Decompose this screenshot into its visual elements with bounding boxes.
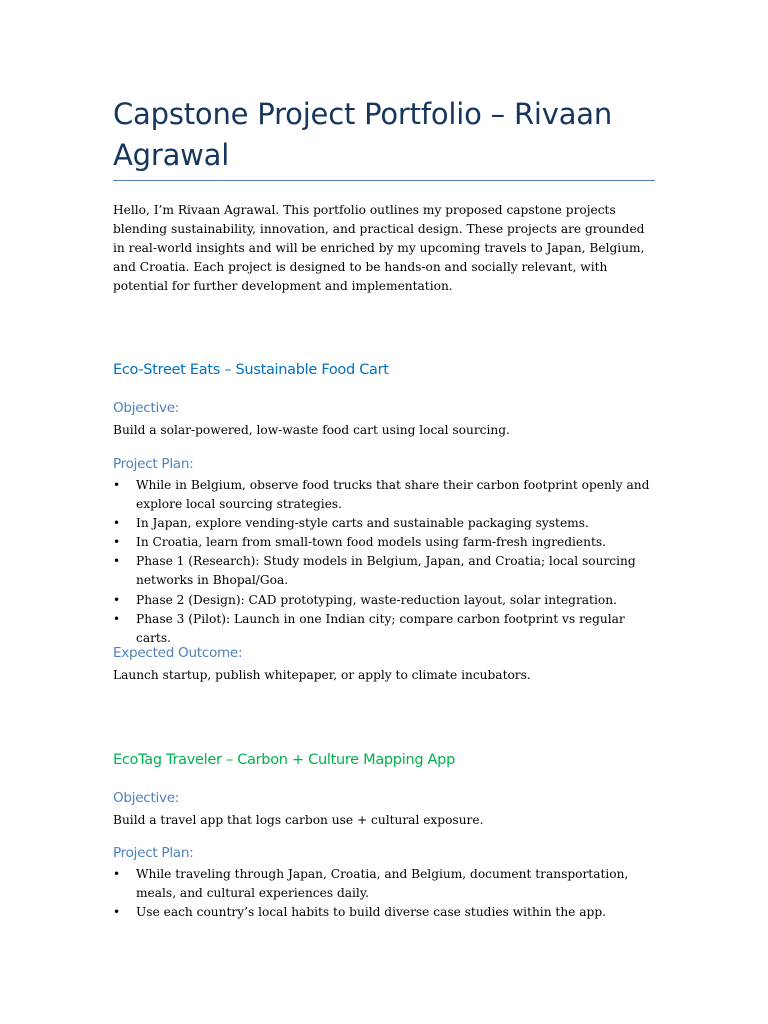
plan-list-item xyxy=(113,903,655,922)
plan-list-item xyxy=(113,591,655,610)
project1-plan-heading: Project Plan: xyxy=(113,456,194,472)
project2-plan-list xyxy=(113,865,655,922)
plan-item-text: While traveling through Japan, Croatia, and Belgium, document transportation, meals, and cultural experiences daily. xyxy=(136,867,629,901)
plan-list-item xyxy=(113,514,655,533)
project1-outcome-heading: Expected Outcome: xyxy=(113,645,243,661)
project2-plan-heading: Project Plan: xyxy=(113,845,194,861)
project2-objective-heading: Objective: xyxy=(113,790,180,806)
bullet-icon: • xyxy=(113,478,121,492)
plan-item-text: Phase 2 (Design): CAD prototyping, waste-reduction layout, solar integration. xyxy=(136,592,617,607)
bullet-icon: • xyxy=(113,535,121,550)
bullet-icon: • xyxy=(113,611,121,626)
project2-objective-text: Build a travel app that logs carbon use + cultural exposure. xyxy=(113,813,484,827)
plan-list-item xyxy=(113,533,655,552)
intro-paragraph: Hello, I’m Rivaan Agrawal. This portfolio outlines my proposed capstone projects blending sustainability, innovation, and practical design. These projects are grounded in real-world insights and will be enriched by my upcoming travels to Japan, Belgium, and Croatia. Each project is designed to be hands-on and socially relevant, with potential for further development and implementation. xyxy=(113,203,645,294)
bullet-icon: • xyxy=(113,592,121,607)
plan-list-item xyxy=(113,552,655,590)
plan-item-text: Phase 1 (Research): Study models in Belgium, Japan, and Croatia; local sourcing networks in Bhopal/Goa. xyxy=(136,554,636,588)
plan-list-item xyxy=(113,865,655,903)
bullet-icon: • xyxy=(113,516,121,531)
plan-item-text: Phase 3 (Pilot): Launch in one Indian city; compare carbon footprint vs regular carts. xyxy=(136,611,625,645)
bullet-icon: • xyxy=(113,554,121,569)
plan-item-text: In Japan, explore vending-style carts and sustainable packaging systems. xyxy=(136,516,589,531)
plan-list-item xyxy=(113,610,655,648)
project2-title: EcoTag Traveler – Carbon + Culture Mapping App xyxy=(113,752,455,768)
plan-item-text: In Croatia, learn from small-town food models using farm-fresh ingredients. xyxy=(136,535,607,550)
project1-objective-text: Build a solar-powered, low-waste food cart using local sourcing. xyxy=(113,423,510,437)
document-title: Capstone Project Portfolio – Rivaan Agrawal xyxy=(113,97,613,172)
title-divider xyxy=(113,180,655,181)
project1-objective-heading: Objective: xyxy=(113,400,180,416)
plan-list-item xyxy=(113,476,655,514)
plan-item-text: Use each country’s local habits to build diverse case studies within the app. xyxy=(136,905,606,920)
plan-item-text: While in Belgium, observe food trucks that share their carbon footprint openly and explore local sourcing strategies. xyxy=(136,478,650,512)
project1-outcome-text: Launch startup, publish whitepaper, or apply to climate incubators. xyxy=(113,668,531,682)
project1-plan-list xyxy=(113,476,655,648)
bullet-icon: • xyxy=(113,867,121,881)
project1-title: Eco-Street Eats – Sustainable Food Cart xyxy=(113,362,389,378)
bullet-icon: • xyxy=(113,905,121,920)
